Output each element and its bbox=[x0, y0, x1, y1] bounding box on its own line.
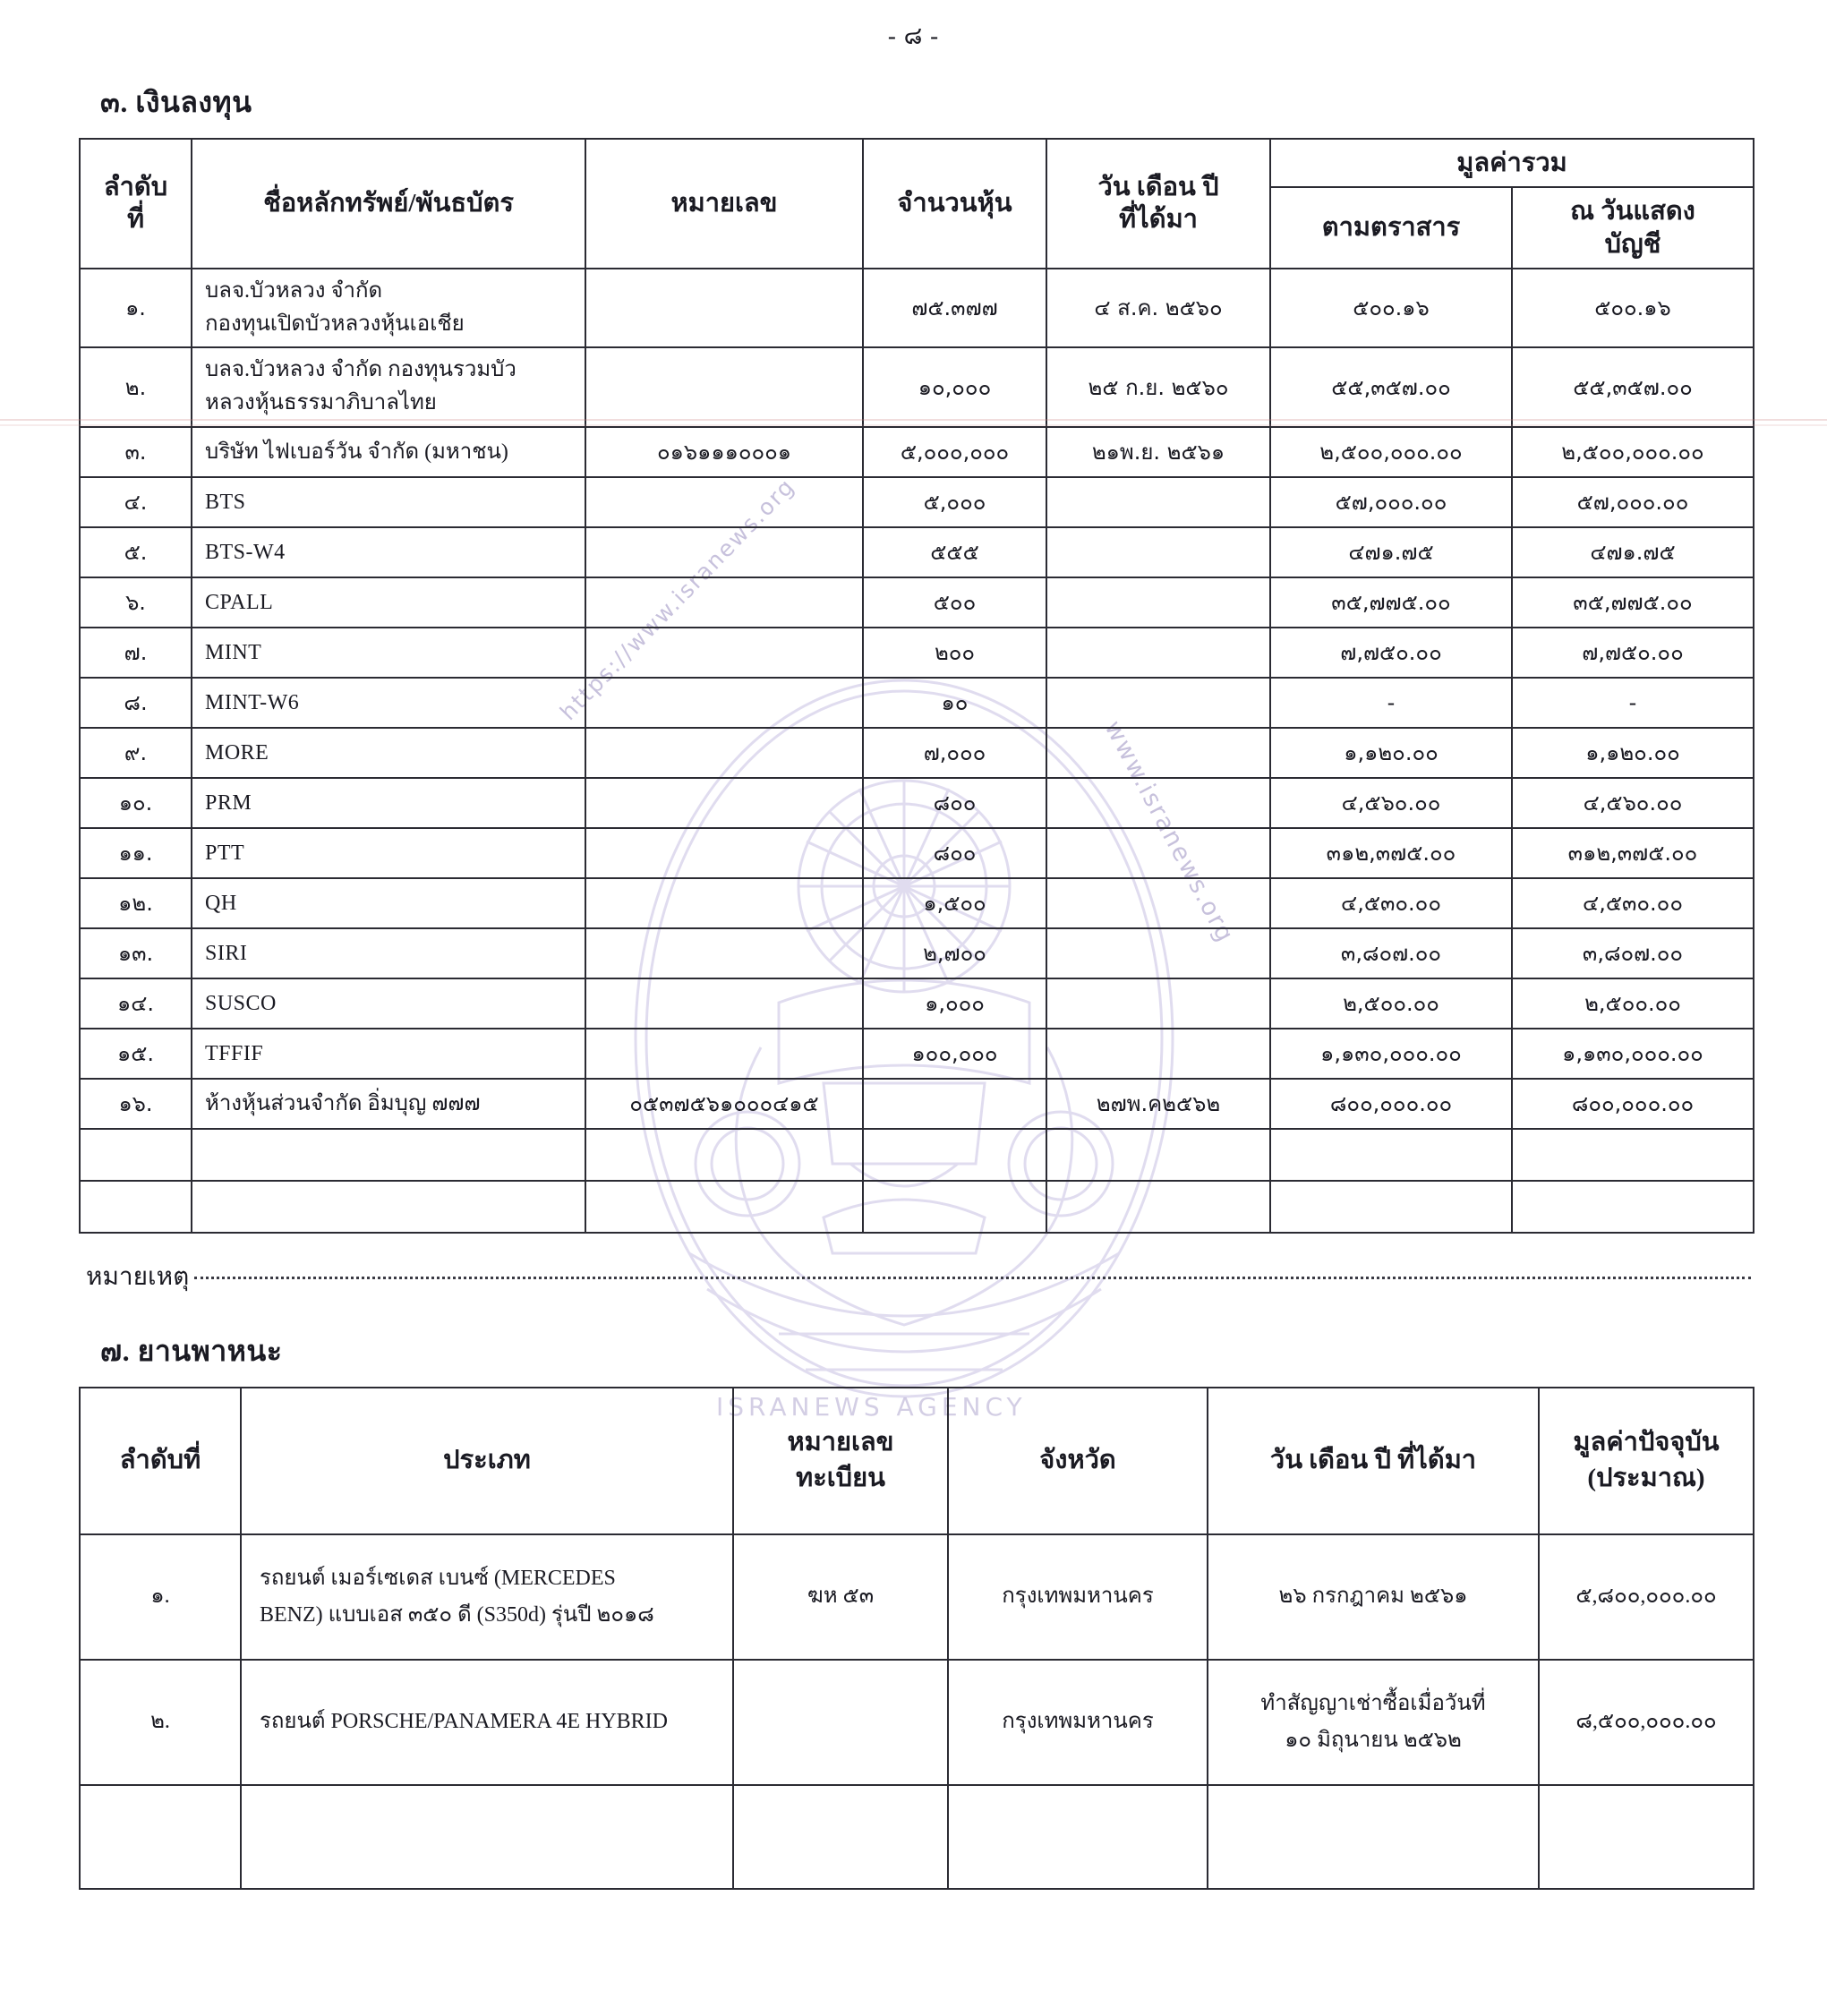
cell-number bbox=[585, 728, 863, 778]
investments-table bbox=[79, 138, 1754, 1234]
cell-no: ๕. bbox=[80, 527, 192, 577]
cell-value-asof: ๕๕,๓๕๗.๐๐ bbox=[1512, 347, 1754, 426]
cell-shares bbox=[863, 1079, 1046, 1129]
cell-acquired-date bbox=[1046, 728, 1270, 778]
cell-number bbox=[585, 1181, 863, 1233]
cell-acquired-date: ๒๑พ.ย. ๒๕๖๑ bbox=[1046, 427, 1270, 477]
cell-acquired-date: ๒๕ ก.ย. ๒๕๖๐ bbox=[1046, 347, 1270, 426]
cell-acquired-date: ๔ ส.ค. ๒๕๖๐ bbox=[1046, 269, 1270, 347]
cell-value-par: ๔๗๑.๗๕ bbox=[1270, 527, 1512, 577]
col-header-shares: จำนวนหุ้น bbox=[863, 139, 1046, 269]
cell-value-par: ๓๕,๗๗๕.๐๐ bbox=[1270, 577, 1512, 628]
col-header-number: หมายเลข bbox=[585, 139, 863, 269]
vcol-header-date: วัน เดือน ปี ที่ได้มา bbox=[1208, 1388, 1539, 1534]
cell-security-name: MINT-W6 bbox=[192, 678, 585, 728]
cell-no: ๘. bbox=[80, 678, 192, 728]
col-header-value-par: ตามตราสาร bbox=[1270, 187, 1512, 269]
cell-value-asof: ๒,๕๐๐,๐๐๐.๐๐ bbox=[1512, 427, 1754, 477]
vcell-plate bbox=[733, 1785, 948, 1889]
cell-value-par bbox=[1270, 1181, 1512, 1233]
cell-acquired-date bbox=[1046, 477, 1270, 527]
table-row bbox=[80, 269, 1754, 347]
table-row bbox=[80, 978, 1754, 1029]
cell-acquired-date bbox=[1046, 878, 1270, 928]
cell-acquired-date bbox=[1046, 778, 1270, 828]
cell-acquired-date bbox=[1046, 577, 1270, 628]
cell-value-asof: ๑,๑๒๐.๐๐ bbox=[1512, 728, 1754, 778]
cell-value-asof: ๔,๕๖๐.๐๐ bbox=[1512, 778, 1754, 828]
cell-value-par: - bbox=[1270, 678, 1512, 728]
vcell-type: รถยนต์ เมอร์เซเดส เบนซ์ (MERCEDES BENZ) แบบเอส ๓๕๐ ดี (S350d) รุ่นปี ๒๐๑๘ bbox=[241, 1534, 733, 1660]
cell-value-asof: ๓๕,๗๗๕.๐๐ bbox=[1512, 577, 1754, 628]
cell-no: ๓. bbox=[80, 427, 192, 477]
cell-no: ๒. bbox=[80, 347, 192, 426]
cell-number bbox=[585, 928, 863, 978]
cell-no: ๑๕. bbox=[80, 1029, 192, 1079]
cell-acquired-date bbox=[1046, 1181, 1270, 1233]
cell-shares: ๘๐๐ bbox=[863, 778, 1046, 828]
table-row bbox=[80, 828, 1754, 878]
vehicles-header-row bbox=[80, 1388, 1754, 1534]
cell-acquired-date bbox=[1046, 527, 1270, 577]
cell-value-par: ๕๗,๐๐๐.๐๐ bbox=[1270, 477, 1512, 527]
table-row bbox=[80, 678, 1754, 728]
vcol-header-province: จังหวัด bbox=[948, 1388, 1208, 1534]
cell-shares: ๕,๐๐๐,๐๐๐ bbox=[863, 427, 1046, 477]
section-heading-investments: ๓. เงินลงทุน bbox=[100, 86, 252, 118]
cell-security-name: BTS-W4 bbox=[192, 527, 585, 577]
cell-value-asof: ๘๐๐,๐๐๐.๐๐ bbox=[1512, 1079, 1754, 1129]
table-row bbox=[80, 1129, 1754, 1181]
cell-number bbox=[585, 1029, 863, 1079]
cell-value-asof: ๒,๕๐๐.๐๐ bbox=[1512, 978, 1754, 1029]
table-row bbox=[80, 1785, 1754, 1889]
cell-no bbox=[80, 1129, 192, 1181]
cell-value-par: ๑,๑๓๐,๐๐๐.๐๐ bbox=[1270, 1029, 1512, 1079]
cell-value-asof: ๑,๑๓๐,๐๐๐.๐๐ bbox=[1512, 1029, 1754, 1079]
cell-security-name: บลจ.บัวหลวง จำกัด กองทุนรวมบัว หลวงหุ้นธรรมาภิบาลไทย bbox=[192, 347, 585, 426]
table-row bbox=[80, 728, 1754, 778]
cell-shares: ๕๐๐ bbox=[863, 577, 1046, 628]
cell-acquired-date bbox=[1046, 1029, 1270, 1079]
cell-number bbox=[585, 269, 863, 347]
cell-value-asof: ๓๑๒,๓๗๕.๐๐ bbox=[1512, 828, 1754, 878]
cell-acquired-date bbox=[1046, 678, 1270, 728]
cell-security-name: TFFIF bbox=[192, 1029, 585, 1079]
cell-number bbox=[585, 828, 863, 878]
cell-no: ๖. bbox=[80, 577, 192, 628]
cell-value-par: ๒,๕๐๐,๐๐๐.๐๐ bbox=[1270, 427, 1512, 477]
note-dotted-line bbox=[194, 1277, 1751, 1279]
watermark-url-left: https://www.isranews.org bbox=[555, 473, 800, 726]
cell-security-name: บลจ.บัวหลวง จำกัด กองทุนเปิดบัวหลวงหุ้นเอเชีย bbox=[192, 269, 585, 347]
cell-number bbox=[585, 347, 863, 426]
col-header-no: ลำดับ ที่ bbox=[80, 139, 192, 269]
cell-value-asof: ๕๐๐.๑๖ bbox=[1512, 269, 1754, 347]
table-row bbox=[80, 928, 1754, 978]
note-label: หมายเหตุ bbox=[86, 1262, 190, 1291]
table-row bbox=[80, 477, 1754, 527]
table-row bbox=[80, 778, 1754, 828]
cell-no: ๑๔. bbox=[80, 978, 192, 1029]
vcell-no: ๒. bbox=[80, 1660, 241, 1785]
cell-number bbox=[585, 778, 863, 828]
cell-value-asof: ๔,๕๓๐.๐๐ bbox=[1512, 878, 1754, 928]
cell-shares: ๕๕๕ bbox=[863, 527, 1046, 577]
col-header-security-name: ชื่อหลักทรัพย์/พันธบัตร bbox=[192, 139, 585, 269]
cell-number bbox=[585, 527, 863, 577]
cell-no: ๑๐. bbox=[80, 778, 192, 828]
cell-value-par: ๕๐๐.๑๖ bbox=[1270, 269, 1512, 347]
cell-shares: ๑๐ bbox=[863, 678, 1046, 728]
cell-value-par: ๗,๗๕๐.๐๐ bbox=[1270, 628, 1512, 678]
cell-no: ๑. bbox=[80, 269, 192, 347]
cell-shares bbox=[863, 1181, 1046, 1233]
cell-no bbox=[80, 1181, 192, 1233]
cell-acquired-date bbox=[1046, 1129, 1270, 1181]
vcell-province: กรุงเทพมหานคร bbox=[948, 1534, 1208, 1660]
cell-value-par: ๕๕,๓๕๗.๐๐ bbox=[1270, 347, 1512, 426]
cell-value-asof: ๔๗๑.๗๕ bbox=[1512, 527, 1754, 577]
watermark-url-right: www.isranews.org bbox=[1098, 716, 1240, 948]
watermark-agency-text: ISRANEWS AGENCY bbox=[716, 1392, 1027, 1422]
cell-shares: ๕,๐๐๐ bbox=[863, 477, 1046, 527]
cell-number bbox=[585, 978, 863, 1029]
cell-value-par: ๓๑๒,๓๗๕.๐๐ bbox=[1270, 828, 1512, 878]
cell-acquired-date: ๒๗พ.ค๒๕๖๒ bbox=[1046, 1079, 1270, 1129]
vcell-date: ทำสัญญาเช่าซื้อเมื่อวันที่ ๑๐ มิถุนายน ๒๕๖๒ bbox=[1208, 1660, 1539, 1785]
cell-shares: ๘๐๐ bbox=[863, 828, 1046, 878]
cell-value-par: ๒,๕๐๐.๐๐ bbox=[1270, 978, 1512, 1029]
table-row bbox=[80, 427, 1754, 477]
cell-value-par: ๑,๑๒๐.๐๐ bbox=[1270, 728, 1512, 778]
cell-acquired-date bbox=[1046, 928, 1270, 978]
cell-acquired-date bbox=[1046, 628, 1270, 678]
cell-shares: ๗,๐๐๐ bbox=[863, 728, 1046, 778]
cell-value-par: ๘๐๐,๐๐๐.๐๐ bbox=[1270, 1079, 1512, 1129]
cell-no: ๗. bbox=[80, 628, 192, 678]
vcell-province bbox=[948, 1785, 1208, 1889]
col-header-acquired-date: วัน เดือน ปี ที่ได้มา bbox=[1046, 139, 1270, 269]
cell-security-name bbox=[192, 1181, 585, 1233]
vehicles-table bbox=[79, 1387, 1754, 1890]
table-row bbox=[80, 1534, 1754, 1660]
section-heading-vehicles: ๗. ยานพาหนะ bbox=[100, 1334, 283, 1367]
vcell-value: ๕,๘๐๐,๐๐๐.๐๐ bbox=[1539, 1534, 1754, 1660]
cell-security-name: SIRI bbox=[192, 928, 585, 978]
col-header-total-value: มูลค่ารวม bbox=[1270, 139, 1754, 187]
cell-no: ๑๑. bbox=[80, 828, 192, 878]
cell-shares: ๒,๗๐๐ bbox=[863, 928, 1046, 978]
cell-number bbox=[585, 878, 863, 928]
cell-no: ๑๒. bbox=[80, 878, 192, 928]
cell-security-name: บริษัท ไฟเบอร์วัน จำกัด (มหาชน) bbox=[192, 427, 585, 477]
cell-value-asof bbox=[1512, 1129, 1754, 1181]
cell-security-name: ห้างหุ้นส่วนจำกัด อิ่มบุญ ๗๗๗ bbox=[192, 1079, 585, 1129]
cell-number: ๐๑๖๑๑๑๐๐๐๑ bbox=[585, 427, 863, 477]
cell-number bbox=[585, 1129, 863, 1181]
cell-value-asof: ๗,๗๕๐.๐๐ bbox=[1512, 628, 1754, 678]
vcell-value bbox=[1539, 1785, 1754, 1889]
vcell-date: ๒๖ กรกฎาคม ๒๕๖๑ bbox=[1208, 1534, 1539, 1660]
cell-no: ๔. bbox=[80, 477, 192, 527]
vcell-date bbox=[1208, 1785, 1539, 1889]
cell-value-par: ๓,๘๐๗.๐๐ bbox=[1270, 928, 1512, 978]
table-row bbox=[80, 628, 1754, 678]
cell-value-asof bbox=[1512, 1181, 1754, 1233]
cell-shares: ๗๕.๓๗๗ bbox=[863, 269, 1046, 347]
cell-security-name: PTT bbox=[192, 828, 585, 878]
page-number: - ๘ - bbox=[887, 22, 940, 49]
table-row bbox=[80, 577, 1754, 628]
cell-security-name: SUSCO bbox=[192, 978, 585, 1029]
cell-shares: ๒๐๐ bbox=[863, 628, 1046, 678]
vcell-type: รถยนต์ PORSCHE/PANAMERA 4E HYBRID bbox=[241, 1660, 733, 1785]
note-row bbox=[86, 1257, 1751, 1296]
cell-acquired-date bbox=[1046, 978, 1270, 1029]
cell-number bbox=[585, 477, 863, 527]
vcell-plate bbox=[733, 1660, 948, 1785]
cell-security-name: MORE bbox=[192, 728, 585, 778]
cell-security-name: BTS bbox=[192, 477, 585, 527]
vcol-header-value: มูลค่าปัจจุบัน (ประมาณ) bbox=[1539, 1388, 1754, 1534]
cell-value-asof: ๓,๘๐๗.๐๐ bbox=[1512, 928, 1754, 978]
cell-no: ๑๖. bbox=[80, 1079, 192, 1129]
cell-value-asof: - bbox=[1512, 678, 1754, 728]
col-header-value-asof: ณ วันแสดง บัญชี bbox=[1512, 187, 1754, 269]
cell-security-name: PRM bbox=[192, 778, 585, 828]
table-row bbox=[80, 527, 1754, 577]
table-row bbox=[80, 1660, 1754, 1785]
table-row bbox=[80, 347, 1754, 426]
vcell-type bbox=[241, 1785, 733, 1889]
cell-value-par: ๔,๕๓๐.๐๐ bbox=[1270, 878, 1512, 928]
cell-value-asof: ๕๗,๐๐๐.๐๐ bbox=[1512, 477, 1754, 527]
cell-no: ๙. bbox=[80, 728, 192, 778]
cell-value-par: ๔,๕๖๐.๐๐ bbox=[1270, 778, 1512, 828]
vcell-value: ๘,๕๐๐,๐๐๐.๐๐ bbox=[1539, 1660, 1754, 1785]
vcol-header-type: ประเภท bbox=[241, 1388, 733, 1534]
vcell-province: กรุงเทพมหานคร bbox=[948, 1660, 1208, 1785]
vcol-header-no: ลำดับที่ bbox=[80, 1388, 241, 1534]
cell-shares: ๑,๕๐๐ bbox=[863, 878, 1046, 928]
cell-security-name: MINT bbox=[192, 628, 585, 678]
cell-shares: ๑,๐๐๐ bbox=[863, 978, 1046, 1029]
cell-shares bbox=[863, 1129, 1046, 1181]
table-row bbox=[80, 1079, 1754, 1129]
cell-number bbox=[585, 628, 863, 678]
cell-number: ๐๕๓๗๕๖๑๐๐๐๔๑๕ bbox=[585, 1079, 863, 1129]
vcol-header-plate: หมายเลข ทะเบียน bbox=[733, 1388, 948, 1534]
cell-no: ๑๓. bbox=[80, 928, 192, 978]
cell-shares: ๑๐,๐๐๐ bbox=[863, 347, 1046, 426]
table-row bbox=[80, 878, 1754, 928]
investments-header-row-1 bbox=[80, 139, 1754, 187]
cell-security-name bbox=[192, 1129, 585, 1181]
vcell-no: ๑. bbox=[80, 1534, 241, 1660]
table-row bbox=[80, 1181, 1754, 1233]
cell-number bbox=[585, 577, 863, 628]
cell-number bbox=[585, 678, 863, 728]
cell-security-name: CPALL bbox=[192, 577, 585, 628]
cell-security-name: QH bbox=[192, 878, 585, 928]
cell-value-par bbox=[1270, 1129, 1512, 1181]
vcell-plate: ฆห ๕๓ bbox=[733, 1534, 948, 1660]
cell-acquired-date bbox=[1046, 828, 1270, 878]
vcell-no bbox=[80, 1785, 241, 1889]
table-row bbox=[80, 1029, 1754, 1079]
cell-shares: ๑๐๐,๐๐๐ bbox=[863, 1029, 1046, 1079]
